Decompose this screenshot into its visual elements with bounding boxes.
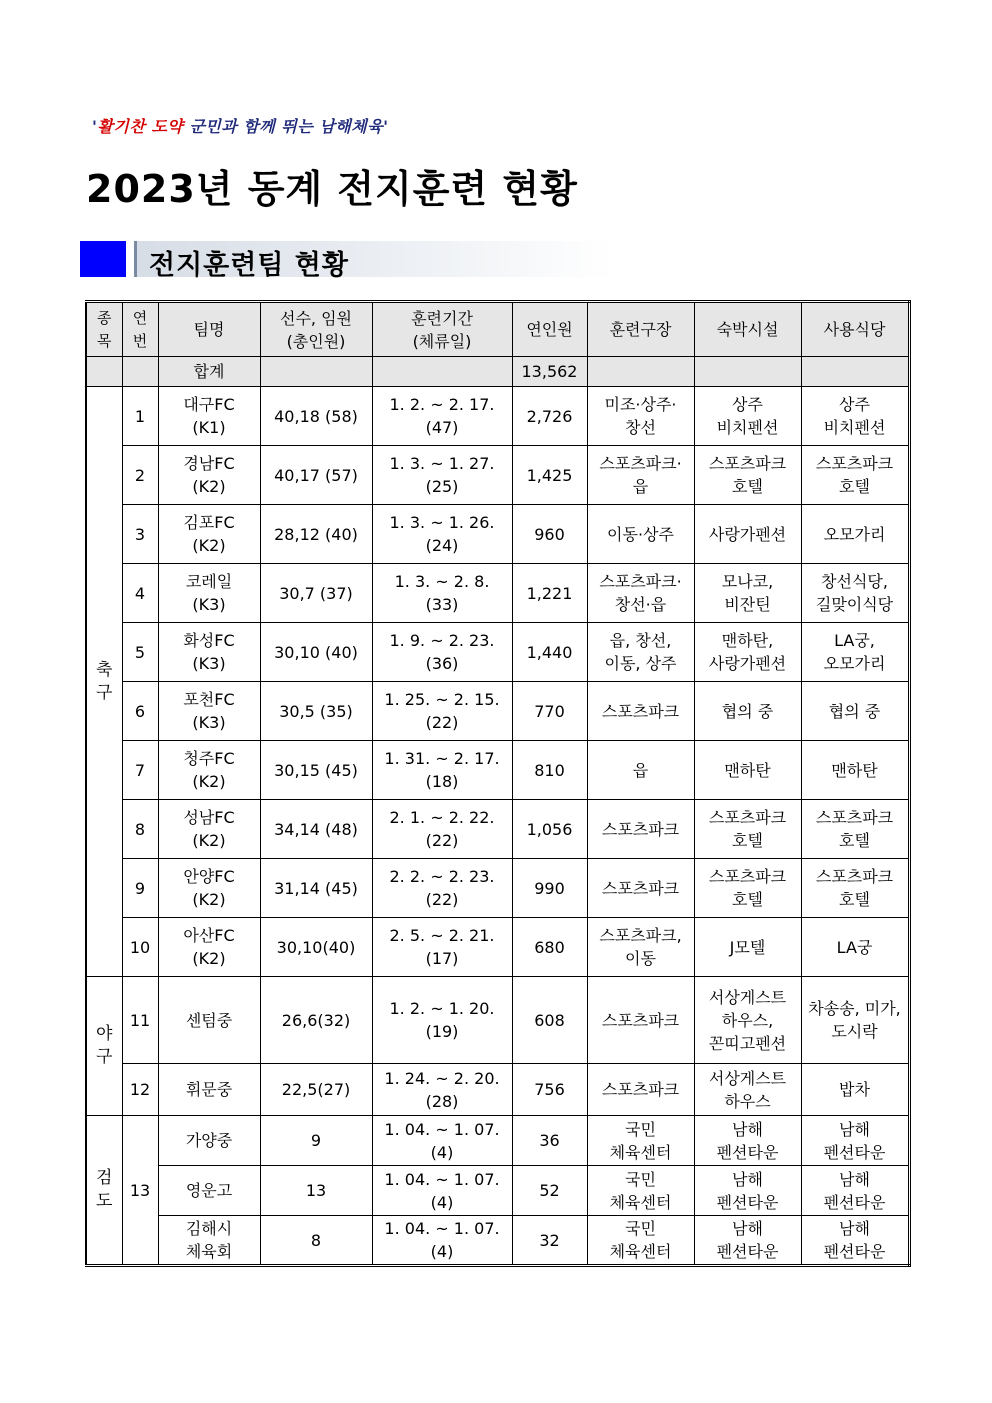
table-cell: 스포츠파크· 창선·읍 xyxy=(587,564,694,623)
table-row xyxy=(86,859,909,918)
table-cell: 남해 펜션타운 xyxy=(801,1166,909,1216)
table-cell: 30,7 (37) xyxy=(260,564,372,623)
table-cell: 10 xyxy=(122,918,158,977)
table-cell: 6 xyxy=(122,682,158,741)
sport-soccer: 축 구 xyxy=(86,387,122,977)
table-row xyxy=(86,387,909,446)
table-cell: 3 xyxy=(122,505,158,564)
header-sport: 종 목 xyxy=(86,302,122,357)
table-row xyxy=(86,800,909,859)
table-cell: 맨하탄 xyxy=(694,741,801,800)
table-cell: 협의 중 xyxy=(694,682,801,741)
table-cell: 1. 2. ~ 1. 20. (19) xyxy=(372,977,512,1064)
table-cell: 협의 중 xyxy=(801,682,909,741)
table-cell: 810 xyxy=(512,741,587,800)
table-cell: 화성FC (K3) xyxy=(158,623,260,682)
table-cell: 608 xyxy=(512,977,587,1064)
table-cell xyxy=(86,357,122,387)
table-cell: 2,726 xyxy=(512,387,587,446)
table-cell: 스포츠파크 xyxy=(587,682,694,741)
table-cell: 8 xyxy=(122,800,158,859)
table-cell: 1,425 xyxy=(512,446,587,505)
total-row xyxy=(86,357,909,387)
table-cell: 남해 펜션타운 xyxy=(801,1116,909,1166)
table-cell: 서상게스트 하우스 xyxy=(694,1064,801,1116)
table-cell: 남해 펜션타운 xyxy=(694,1166,801,1216)
training-teams-table xyxy=(85,300,911,1267)
table-cell: 스포츠파크 호텔 xyxy=(801,859,909,918)
table-cell: LA궁 xyxy=(801,918,909,977)
table-cell: 포천FC (K3) xyxy=(158,682,260,741)
table-cell: 1,056 xyxy=(512,800,587,859)
table-cell: 8 xyxy=(260,1216,372,1266)
table-cell: 국민 체육센터 xyxy=(587,1166,694,1216)
table-cell: 1. 25. ~ 2. 15. (22) xyxy=(372,682,512,741)
table-cell: 2 xyxy=(122,446,158,505)
table-cell xyxy=(122,357,158,387)
page-title: 2023년 동계 전지훈련 현황 xyxy=(86,167,578,211)
table-cell: 남해 펜션타운 xyxy=(694,1216,801,1266)
table-cell: 30,15 (45) xyxy=(260,741,372,800)
table-cell: 770 xyxy=(512,682,587,741)
table-cell: 34,14 (48) xyxy=(260,800,372,859)
table-cell: 상주 비치펜션 xyxy=(801,387,909,446)
table-cell: 9 xyxy=(122,859,158,918)
slogan-rest: 군민과 함께 뛰는 남해체육 xyxy=(183,117,384,136)
table-cell: 국민 체육센터 xyxy=(587,1116,694,1166)
table-cell: 52 xyxy=(512,1166,587,1216)
table-cell: 1. 3. ~ 1. 26. (24) xyxy=(372,505,512,564)
table-cell: 밥차 xyxy=(801,1064,909,1116)
table-cell: 7 xyxy=(122,741,158,800)
table-cell: 성남FC (K2) xyxy=(158,800,260,859)
table-cell: 스포츠파크, 이동 xyxy=(587,918,694,977)
table-cell: 코레일 (K3) xyxy=(158,564,260,623)
table-cell: 1. 9. ~ 2. 23. (36) xyxy=(372,623,512,682)
table-cell: 스포츠파크 호텔 xyxy=(694,859,801,918)
table-row xyxy=(86,1064,909,1116)
table-cell: 영운고 xyxy=(158,1166,260,1216)
kendo-no: 13 xyxy=(122,1116,158,1266)
table-cell: 가양중 xyxy=(158,1116,260,1166)
table-cell: 읍, 창선, 이동, 상주 xyxy=(587,623,694,682)
table-row xyxy=(86,505,909,564)
header-members: 선수, 임원 (총인원) xyxy=(260,302,372,357)
table-cell: 스포츠파크 호텔 xyxy=(694,446,801,505)
section-marker xyxy=(80,241,126,277)
table-cell xyxy=(260,357,372,387)
table-cell: 스포츠파크 xyxy=(587,859,694,918)
table-cell: 휘문중 xyxy=(158,1064,260,1116)
table-cell: 이동·상주 xyxy=(587,505,694,564)
table-cell: 스포츠파크 xyxy=(587,800,694,859)
slogan: '활기찬 도약 군민과 함께 뛰는 남해체육' xyxy=(92,117,389,136)
table-cell: 11 xyxy=(122,977,158,1064)
table-cell: 맨하탄, 사랑가펜션 xyxy=(694,623,801,682)
slogan-highlight: 활기찬 도약 xyxy=(97,117,184,136)
table-cell: 모나코, 비잔틴 xyxy=(694,564,801,623)
table-cell: 4 xyxy=(122,564,158,623)
table-row xyxy=(86,564,909,623)
header-period: 훈련기간 (체류일) xyxy=(372,302,512,357)
table-cell xyxy=(372,357,512,387)
header-team: 팀명 xyxy=(158,302,260,357)
table-cell: 12 xyxy=(122,1064,158,1116)
table-cell: 1,440 xyxy=(512,623,587,682)
table-cell: 오모가리 xyxy=(801,505,909,564)
table-cell: 13 xyxy=(260,1166,372,1216)
table-cell: 1. 3. ~ 1. 27. (25) xyxy=(372,446,512,505)
header-lodging: 숙박시설 xyxy=(694,302,801,357)
table-cell xyxy=(587,357,694,387)
table-cell: 경남FC (K2) xyxy=(158,446,260,505)
table-cell: J모텔 xyxy=(694,918,801,977)
table-cell: 26,6(32) xyxy=(260,977,372,1064)
table-cell: 756 xyxy=(512,1064,587,1116)
table-cell: 창선식당, 길맞이식당 xyxy=(801,564,909,623)
table-cell: 1. 24. ~ 2. 20. (28) xyxy=(372,1064,512,1116)
table-row xyxy=(86,446,909,505)
table-cell: 읍 xyxy=(587,741,694,800)
table-cell: 36 xyxy=(512,1116,587,1166)
table-cell: 960 xyxy=(512,505,587,564)
table-cell: 스포츠파크 호텔 xyxy=(801,446,909,505)
table-cell: 1. 3. ~ 2. 8. (33) xyxy=(372,564,512,623)
table-cell: 청주FC (K2) xyxy=(158,741,260,800)
table-row xyxy=(86,1116,909,1166)
table-cell: 22,5(27) xyxy=(260,1064,372,1116)
table-cell: 9 xyxy=(260,1116,372,1166)
table-cell: 아산FC (K2) xyxy=(158,918,260,977)
table-cell: 30,5 (35) xyxy=(260,682,372,741)
table-cell: 스포츠파크 xyxy=(587,977,694,1064)
table-row xyxy=(86,682,909,741)
table-cell xyxy=(694,357,801,387)
table-cell: 스포츠파크 xyxy=(587,1064,694,1116)
table-row xyxy=(86,918,909,977)
total-label: 합계 xyxy=(158,357,260,387)
header-restaurant: 사용식당 xyxy=(801,302,909,357)
table-cell xyxy=(801,357,909,387)
table-cell: 미조·상주· 창선 xyxy=(587,387,694,446)
table-cell: 1,221 xyxy=(512,564,587,623)
table-cell: 2. 5. ~ 2. 21. (17) xyxy=(372,918,512,977)
table-cell: 1. 2. ~ 2. 17. (47) xyxy=(372,387,512,446)
table-cell: 상주 비치펜션 xyxy=(694,387,801,446)
table-row xyxy=(86,623,909,682)
table-cell: 990 xyxy=(512,859,587,918)
table-cell: 사랑가펜션 xyxy=(694,505,801,564)
table-cell: 남해 펜션타운 xyxy=(801,1216,909,1266)
table-cell: 남해 펜션타운 xyxy=(694,1116,801,1166)
section-title: 전지훈련팀 현황 xyxy=(149,250,349,281)
header-person-days: 연인원 xyxy=(512,302,587,357)
header-venue: 훈련구장 xyxy=(587,302,694,357)
table-cell: 맨하탄 xyxy=(801,741,909,800)
table-row xyxy=(86,1216,909,1266)
table-cell: 2. 2. ~ 2. 23. (22) xyxy=(372,859,512,918)
table-cell: 차송송, 미가, 도시락 xyxy=(801,977,909,1064)
table-cell: 1. 04. ~ 1. 07. (4) xyxy=(372,1166,512,1216)
table-cell: 2. 1. ~ 2. 22. (22) xyxy=(372,800,512,859)
table-cell: 40,17 (57) xyxy=(260,446,372,505)
table-cell: 28,12 (40) xyxy=(260,505,372,564)
section-header xyxy=(80,241,610,281)
table-cell: 대구FC (K1) xyxy=(158,387,260,446)
sport-kendo: 검 도 xyxy=(86,1116,122,1266)
table-cell: 1. 31. ~ 2. 17. (18) xyxy=(372,741,512,800)
table-cell: 안양FC (K2) xyxy=(158,859,260,918)
table-cell: 1 xyxy=(122,387,158,446)
table-cell: 김포FC (K2) xyxy=(158,505,260,564)
total-person-days: 13,562 xyxy=(512,357,587,387)
table-cell: 5 xyxy=(122,623,158,682)
table-cell: 32 xyxy=(512,1216,587,1266)
table-cell: 김해시 체육회 xyxy=(158,1216,260,1266)
table-cell: 스포츠파크 호텔 xyxy=(801,800,909,859)
table-cell: LA궁, 오모가리 xyxy=(801,623,909,682)
table-row xyxy=(86,741,909,800)
table-row xyxy=(86,1166,909,1216)
table-cell: 센텀중 xyxy=(158,977,260,1064)
header-no: 연 번 xyxy=(122,302,158,357)
table-cell: 30,10 (40) xyxy=(260,623,372,682)
table-cell: 스포츠파크· 읍 xyxy=(587,446,694,505)
table-cell: 680 xyxy=(512,918,587,977)
table-cell: 1. 04. ~ 1. 07. (4) xyxy=(372,1116,512,1166)
table-cell: 국민 체육센터 xyxy=(587,1216,694,1266)
table-cell: 서상게스트 하우스, 꼰띠고펜션 xyxy=(694,977,801,1064)
table-cell: 30,10(40) xyxy=(260,918,372,977)
table-header-row xyxy=(86,302,909,357)
table-cell: 1. 04. ~ 1. 07. (4) xyxy=(372,1216,512,1266)
table-row xyxy=(86,977,909,1064)
table-cell: 31,14 (45) xyxy=(260,859,372,918)
table-cell: 40,18 (58) xyxy=(260,387,372,446)
table-cell: 스포츠파크 호텔 xyxy=(694,800,801,859)
sport-baseball: 야 구 xyxy=(86,977,122,1116)
